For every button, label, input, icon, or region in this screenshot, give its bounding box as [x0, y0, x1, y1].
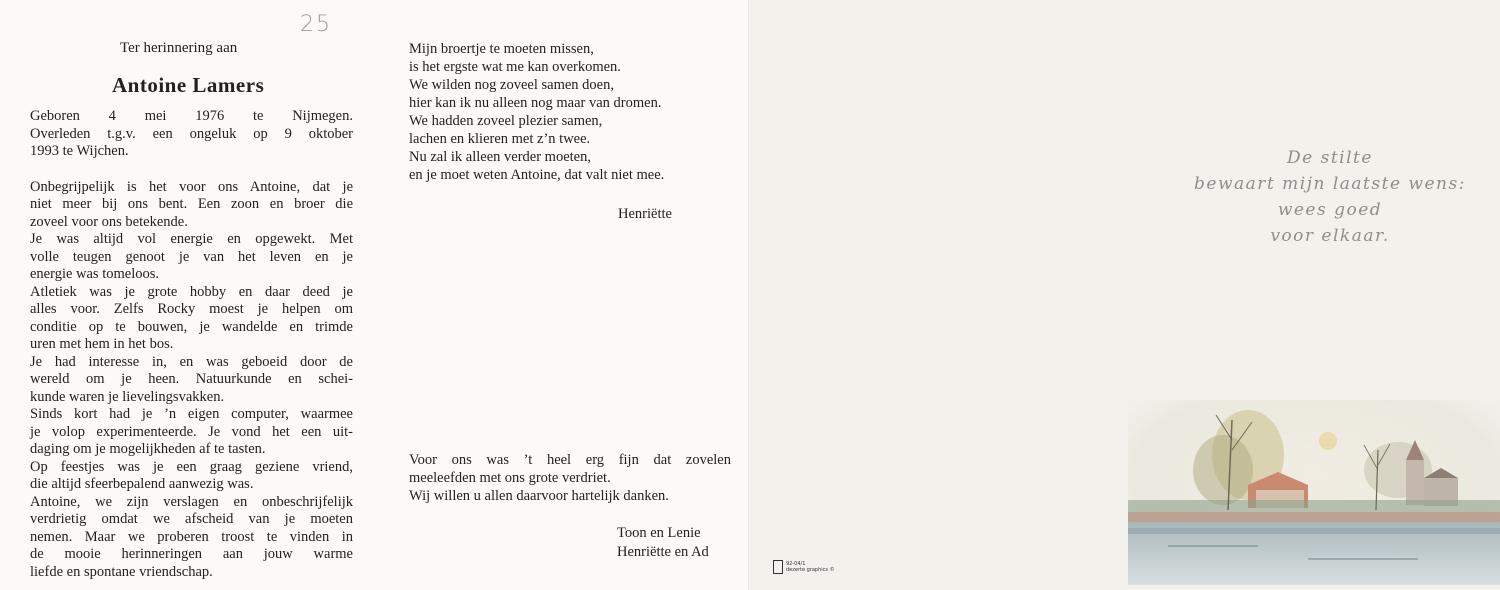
- printer-name: dezerte graphics ©: [786, 567, 835, 573]
- body-line: niet meer bij ons bent. Een zoon en broer die: [30, 196, 353, 212]
- birth-line: Geboren 4 mei 1976 te Nijmegen.: [30, 108, 353, 124]
- body-line: Op feestjes was je een graag geziene vriend,: [30, 458, 353, 475]
- poem: [409, 40, 734, 184]
- body-line: Sinds kort had je ’n eigen computer, waarmee: [30, 406, 353, 422]
- biography-column: [30, 108, 353, 581]
- thanks-text: [409, 451, 731, 505]
- body-line: Onbegrijpelijk is het voor ons Antoine, dat je: [30, 178, 353, 195]
- body-line: die altijd sfeerbepalend aanwezig was.: [30, 476, 254, 492]
- body-line: Atletiek was je grote hobby en daar deed je: [30, 283, 353, 300]
- signature-line: Henriëtte en Ad: [617, 544, 709, 560]
- poem-signature: Henriëtte: [618, 206, 672, 222]
- body-line: Antoine, we zijn verslagen en onbeschrijfelijk: [30, 493, 353, 510]
- printer-code: 92-04/1: [786, 561, 806, 567]
- body-line: zoveel voor ons betekende.: [30, 213, 188, 230]
- body-line: nemen. Maar we proberen troost te vinden in: [30, 528, 353, 545]
- poem-line: We hadden zoveel plezier samen,: [409, 113, 603, 129]
- thanks-line: meeleefden met ons grote verdriet.: [409, 470, 611, 486]
- body-line: de mooie herinneringen aan jouw warme: [30, 546, 353, 562]
- poem-line: We wilden nog zoveel samen doen,: [409, 77, 614, 93]
- quote-line: wees goed: [1277, 200, 1383, 220]
- poem-line: Mijn broertje te moeten missen,: [409, 41, 594, 57]
- poem-line: lachen en klieren met z’n twee.: [409, 131, 591, 147]
- body-line: je volop experimenteerde. Je vond het een uit-: [30, 423, 353, 440]
- thanks-line: Wij willen u allen daarvoor hartelijk danken.: [409, 488, 669, 504]
- death-line: Overleden t.g.v. een ongeluk op 9 oktober: [30, 125, 353, 142]
- signature-line: Toon en Lenie: [617, 525, 701, 541]
- poem-line: is het ergste wat me kan overkomen.: [409, 59, 621, 75]
- handwritten-number: 25: [300, 12, 332, 37]
- poem-line: en je moet weten Antoine, dat valt niet mee.: [409, 167, 665, 183]
- intro-text: Ter herinnering aan: [120, 40, 238, 56]
- body-line: liefde en spontane vriendschap.: [30, 563, 213, 580]
- printer-mark-icon: [773, 560, 783, 574]
- poem-line: hier kan ik nu alleen nog maar van dromen.: [409, 95, 662, 111]
- deceased-name: Antoine Lamers: [112, 73, 265, 97]
- body-line: alles voor. Zelfs Rocky moest je helpen om: [30, 301, 353, 317]
- quote-line: voor elkaar.: [1270, 226, 1390, 246]
- body-line: volle teugen genoot je van het leven en je: [30, 248, 353, 265]
- body-line: kunde waren je lievelingsvakken.: [30, 388, 225, 405]
- body-line: uren met hem in het bos.: [30, 336, 174, 352]
- thanks-line: Voor ons was ’t heel erg fijn dat zovelen: [409, 452, 731, 468]
- quote: [1180, 145, 1480, 249]
- body-line: Je was altijd vol energie en opgewekt. Met: [30, 231, 353, 247]
- body-line: conditie op te bouwen, je wandelde en trimde: [30, 318, 353, 335]
- death-place-line: 1993 te Wijchen.: [30, 143, 129, 159]
- body-line: Je had interesse in, en was geboeid door de: [30, 353, 353, 370]
- landscape-painting: [1128, 400, 1500, 585]
- printer-text: [786, 561, 835, 573]
- body-line: verdrietig omdat we afscheid van je moeten: [30, 511, 353, 527]
- thanks-signature: [617, 524, 709, 562]
- body-line: daging om je mogelijkheden af te tasten.: [30, 441, 266, 457]
- quote-line: bewaart mijn laatste wens:: [1194, 174, 1466, 194]
- quote-line: De stilte: [1287, 148, 1373, 168]
- body-line: energie was tomeloos.: [30, 266, 159, 282]
- poem-line: Nu zal ik alleen verder moeten,: [409, 149, 591, 165]
- body-line: wereld om je heen. Natuurkunde en schei-: [30, 371, 353, 387]
